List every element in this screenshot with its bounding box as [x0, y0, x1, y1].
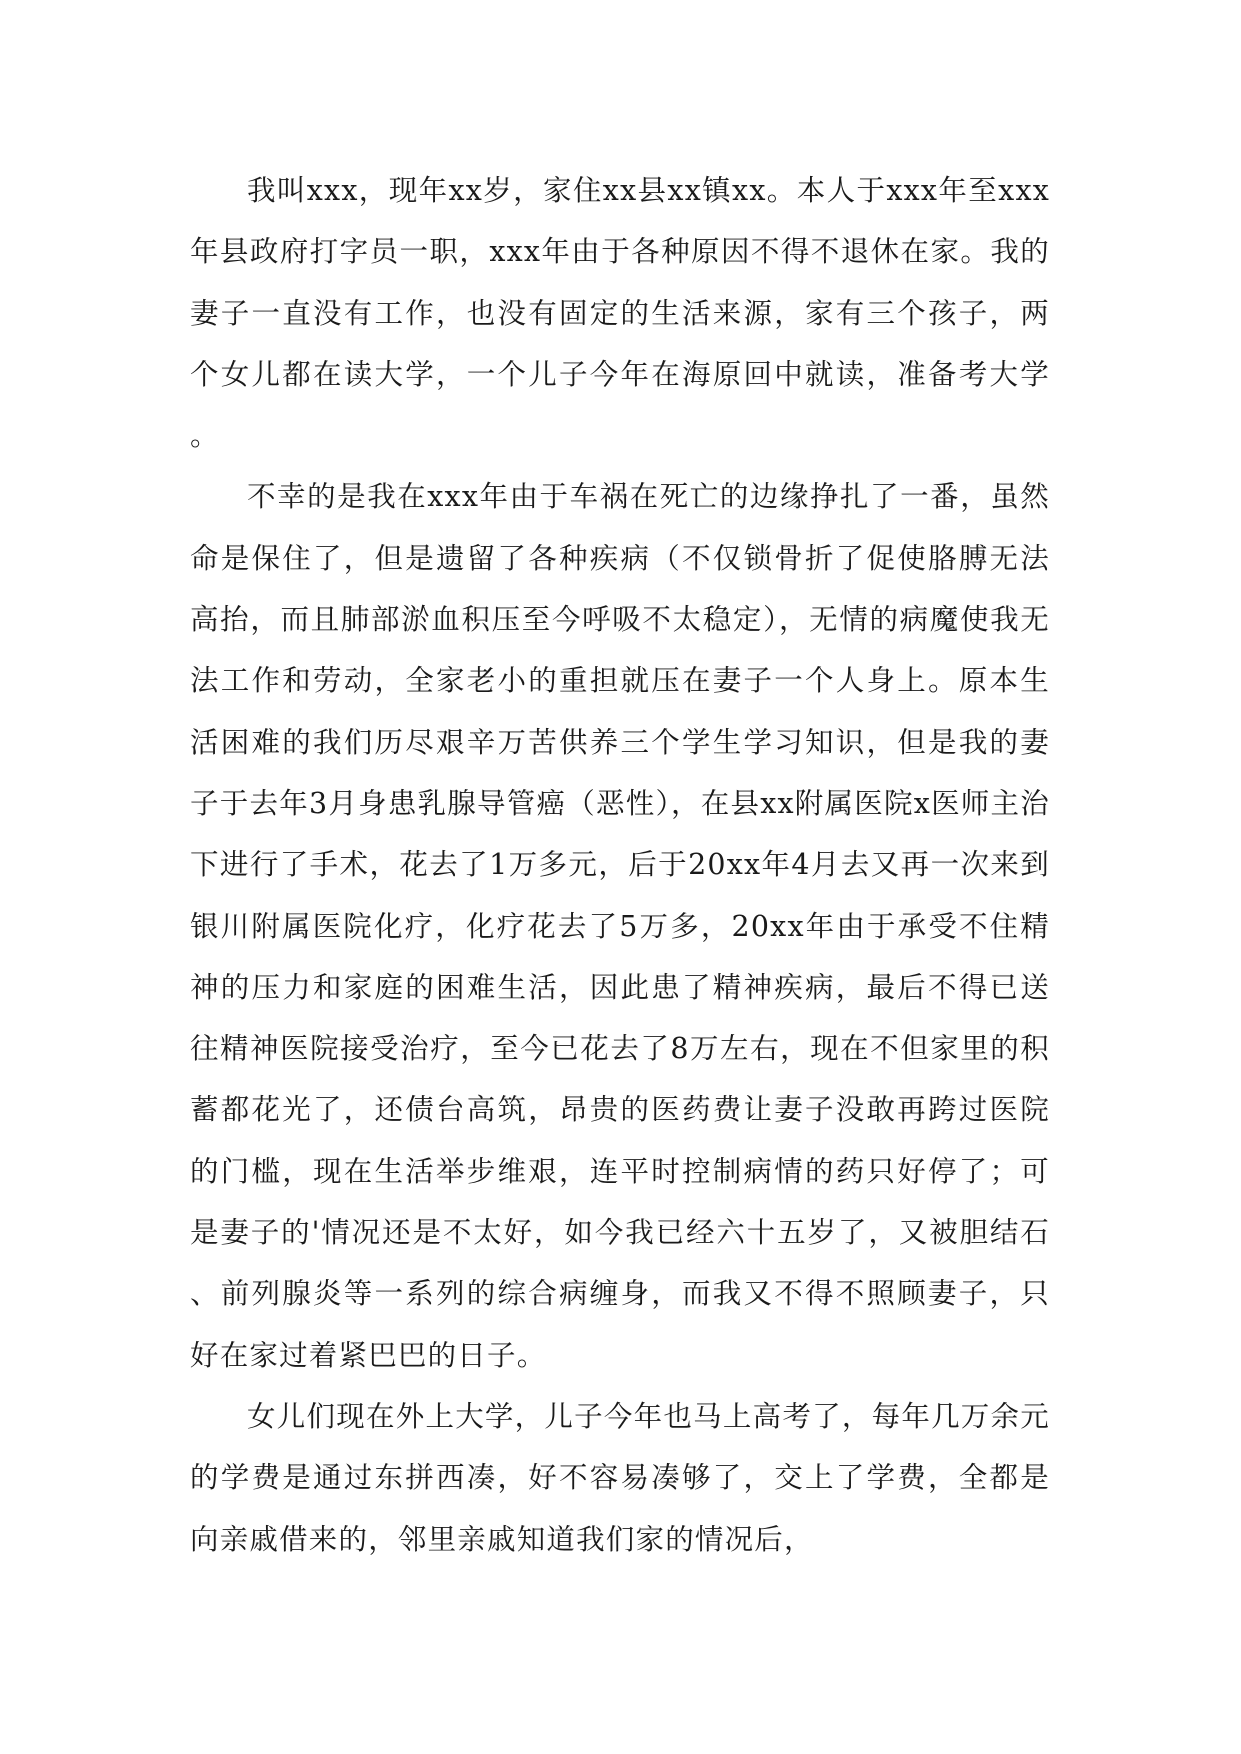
document-body [190, 160, 1050, 1570]
paragraph-2: 不幸的是我在xxx年由于车祸在死亡的边缘挣扎了一番，虽然命是保住了，但是遗留了各种疾病（不仅锁骨折了促使胳膊无法高抬，而且肺部淤血积压至今呼吸不太稳定），无情的病魔使我无法工作和劳动，全家老小的重担就压在妻子一个人身上。原本生活困难的我们历尽艰辛万苦供养三个学生学习知识，但是我的妻子于去年3月身患乳腺导管癌（恶性），在县xx附属医院x医师主治下进行了手术，花去了1万多元，后于20xx年4月去又再一次来到银川附属医院化疗，化疗花去了5万多，20xx年由于承受不住精神的压力和家庭的困难生活，因此患了精神疾病，最后不得已送往精神医院接受治疗，至今已花去了8万左右，现在不但家里的积蓄都花光了，还债台高筑，昂贵的医药费让妻子没敢再跨过医院的门槛，现在生活举步维艰，连平时控制病情的药只好停了；可是妻子的'情况还是不太好，如今我已经六十五岁了，又被胆结石、前列腺炎等一系列的综合病缠身，而我又不得不照顾妻子，只好在家过着紧巴巴的日子。 [190, 480, 1050, 1372]
paragraph-3: 女儿们现在外上大学，儿子今年也马上高考了，每年几万余元的学费是通过东拼西凑，好不容易凑够了，交上了学费，全都是向亲戚借来的，邻里亲戚知道我们家的情况后， [190, 1399, 1050, 1556]
paragraph-1: 我叫xxx，现年xx岁，家住xx县xx镇xx。本人于xxx年至xxx年县政府打字员一职，xxx年由于各种原因不得不退休在家。我的妻子一直没有工作，也没有固定的生活来源，家有三个孩子，两个女儿都在读大学，一个儿子今年在海原回中就读，准备考大学。 [190, 174, 1050, 453]
